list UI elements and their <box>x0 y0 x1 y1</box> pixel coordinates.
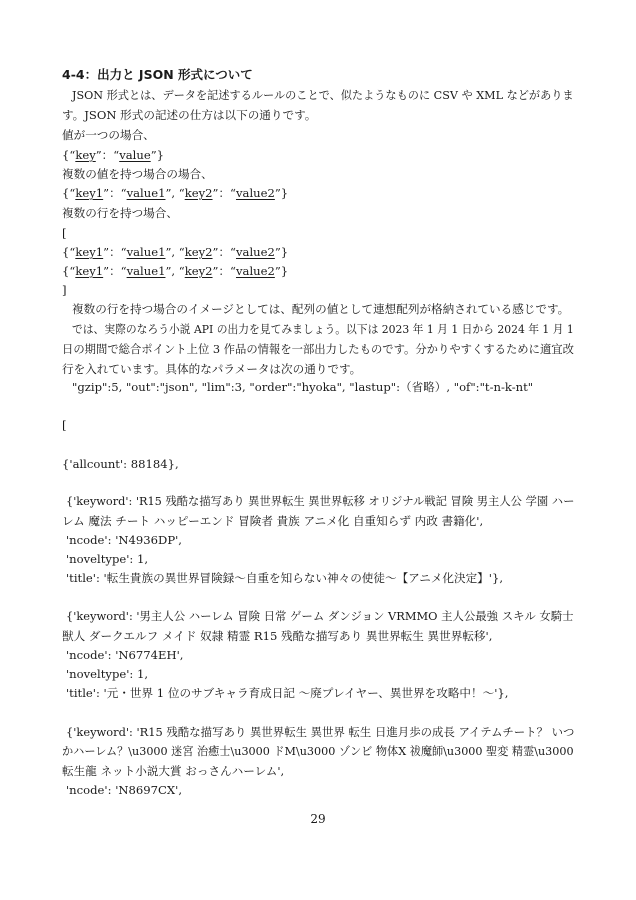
array-close-bracket: ] <box>62 283 67 297</box>
json-example-row-2: {“key1”：“value1”, “key2”：“value2”} <box>62 264 289 278</box>
json-example-multi: {“key1”：“value1”, “key2”：“value2”} <box>62 186 289 200</box>
entry-3-keyword-line-1: {'keyword': 'R15 残酷な描写あり 異世界転生 異世界 転生 日進月歩の成長 アイテムチート？ いつ <box>66 725 575 739</box>
output-allcount: {'allcount': 88184}, <box>62 457 179 471</box>
json-example-single: {“key”：“value”} <box>62 148 165 162</box>
entry-3-keyword-line-2: かハーレム？\u3000 迷宮 治癒士\u3000 ドM\u3000 ゾンビ 物体X 祓魔師\u3000 聖変 精霊\u3000 <box>62 744 574 758</box>
intro-line-1: JSON 形式とは、データを記述するルールのことで、似たようなものに CSV や XML などがありま <box>72 88 574 102</box>
entry-2-noveltype: 'noveltype': 1, <box>66 667 149 681</box>
multi-row-label: 複数の行を持つ場合、 <box>62 206 178 220</box>
entry-1-noveltype: 'noveltype': 1, <box>66 552 149 566</box>
entry-2-ncode: 'ncode': 'N6774EH', <box>66 648 184 662</box>
entry-1-ncode: 'ncode': 'N4936DP', <box>66 533 182 547</box>
array-open-bracket: [ <box>62 226 67 240</box>
api-paragraph-line-3: 行を入れています。具体的なパラメータは次の通りです。 <box>62 362 362 376</box>
entry-1-keyword-line-1: {'keyword': 'R15 残酷な描写あり 異世界転生 異世界転移 オリジナル戦記 冒険 男主人公 学園 ハー <box>66 494 575 508</box>
multi-value-label: 複数の値を持つ場合の場合、 <box>62 167 213 181</box>
entry-1-keyword-line-2: レム 魔法 チート ハッピーエンド 冒険者 貴族 アニメ化 自重知らず 内政 書籍化', <box>62 514 484 528</box>
intro-line-2: す。JSON 形式の記述の仕方は以下の通りです。 <box>62 108 317 122</box>
api-paragraph-line-2: 日の期間で総合ポイント上位 3 作品の情報を一部出力したものです。分かりやすくするために適宜改 <box>62 342 574 356</box>
single-value-label: 値が一つの場合、 <box>62 128 155 142</box>
entry-2-keyword-line-2: 獣人 ダークエルフ メイド 奴隷 精霊 R15 残酷な描写あり 異世界転生 異世界転移', <box>62 629 493 643</box>
api-parameters: "gzip":5, "out":"json", "lim":3, "order":"hyoka", "lastup":（省略）, "of":"t-n-k-nt" <box>72 380 534 394</box>
section-heading: 4-4：出力と JSON 形式について <box>62 67 253 82</box>
entry-3-keyword-line-3: 転生龍 ネット小説大賞 おっさんハーレム', <box>62 764 285 778</box>
output-open-bracket: [ <box>62 418 67 432</box>
api-paragraph-line-1: では、実際のなろう小説 API の出力を見てみましょう。以下は 2023 年 1 月 1 日から 2024 年 1 月 1 <box>72 322 574 336</box>
entry-3-ncode: 'ncode': 'N8697CX', <box>66 783 183 797</box>
entry-2-title: 'title': '元・世界 1 位のサブキャラ育成日記 ～廃プレイヤー、異世界を攻略中！～'}, <box>66 686 509 700</box>
rows-explanation: 複数の行を持つ場合のイメージとしては、配列の値として連想配列が格納されている感じです。 <box>72 302 570 316</box>
entry-1-title: 'title': '転生貴族の異世界冒険録～自重を知らない神々の使徒～【アニメ化決定】'}, <box>66 571 504 585</box>
page-number: 29 <box>310 812 326 826</box>
json-example-row-1: {“key1”：“value1”, “key2”：“value2”} <box>62 245 289 259</box>
entry-2-keyword-line-1: {'keyword': '男主人公 ハーレム 冒険 日常 ゲーム ダンジョン VRMMO 主人公最強 スキル 女騎士 <box>66 609 574 623</box>
